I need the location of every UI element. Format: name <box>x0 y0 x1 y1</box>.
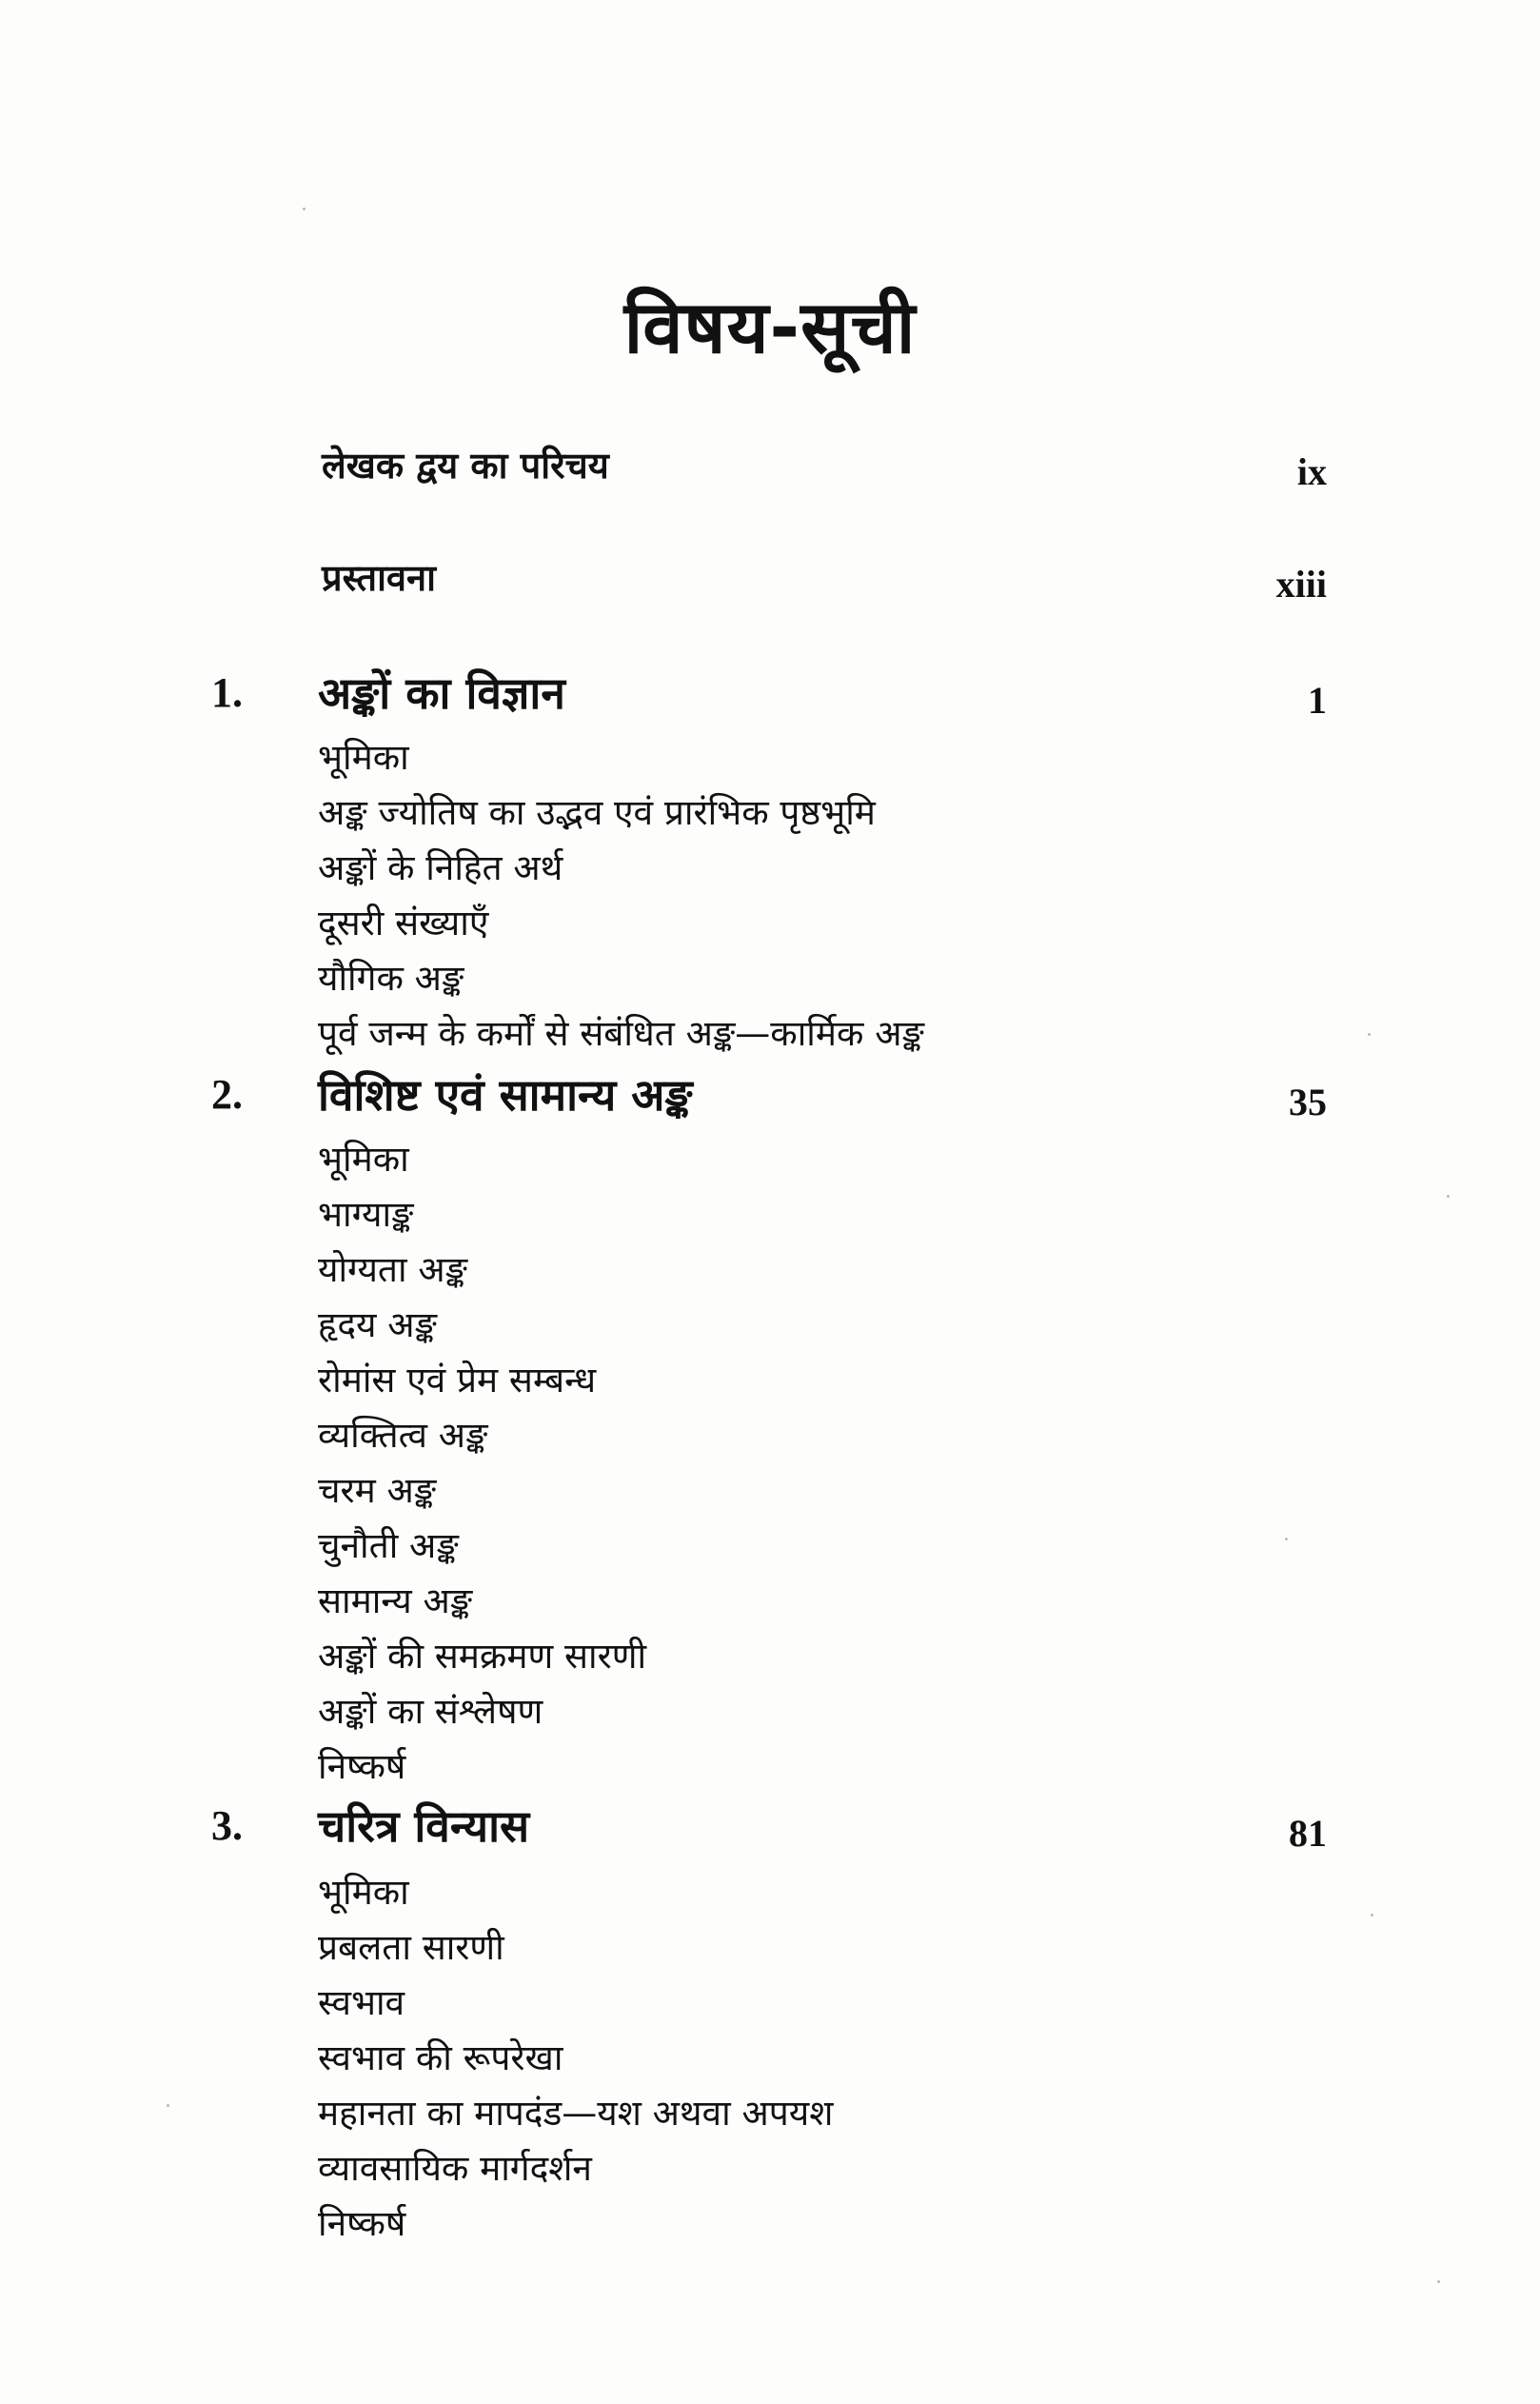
scan-speck <box>1371 1914 1373 1917</box>
section-item: स्वभाव <box>318 1982 405 2023</box>
section-item: निष्कर्ष <box>318 1746 406 1787</box>
chapter-title: अङ्कों का विज्ञान <box>318 667 565 719</box>
page-title: विषय-सूची <box>623 285 917 369</box>
section-item: चरम अङ्क <box>318 1470 437 1511</box>
toc-page-preface: xiii <box>1275 563 1327 606</box>
section-item: भूमिका <box>318 1872 409 1913</box>
section-item: स्वभाव की रूपरेखा <box>318 2037 563 2078</box>
chapter-number: 1. <box>211 669 243 716</box>
section-item: व्यक्तित्व अङ्क <box>318 1415 488 1456</box>
section-item: अङ्कों का संश्लेषण <box>318 1691 543 1732</box>
toc-page-about-authors: ix <box>1296 450 1327 493</box>
chapter-number: 2. <box>211 1071 243 1118</box>
chapter-title: चरित्र विन्यास <box>318 1800 530 1852</box>
section-item: भूमिका <box>318 1139 409 1180</box>
section-item: अङ्क ज्योतिष का उद्भव एवं प्रारंभिक पृष्ठभूमि <box>318 792 876 833</box>
chapter-page: 1 <box>1308 679 1327 722</box>
chapter-page: 35 <box>1289 1081 1327 1123</box>
section-item: अङ्कों के निहित अर्थ <box>318 847 563 888</box>
scan-speck <box>1447 1195 1450 1198</box>
section-item: हृदय अङ्क <box>318 1304 437 1345</box>
scan-speck <box>1285 1538 1288 1540</box>
section-item: निष्कर्ष <box>318 2203 406 2244</box>
chapter-title: विशिष्ट एवं सामान्य अङ्क <box>318 1069 693 1121</box>
scan-speck <box>167 2104 169 2107</box>
toc-entry-preface: प्रस्तावना <box>322 557 436 599</box>
scan-speck <box>1437 2280 1440 2283</box>
section-item: भूमिका <box>318 737 409 778</box>
scan-speck <box>303 208 306 210</box>
chapter-page: 81 <box>1289 1812 1327 1855</box>
chapter-number: 3. <box>211 1802 243 1849</box>
section-item: पूर्व जन्म के कर्मों से संबंधित अङ्क—कार्मिक अङ्क <box>318 1013 924 1054</box>
section-item: व्यावसायिक मार्गदर्शन <box>318 2148 592 2189</box>
section-item: प्रबलता सारणी <box>318 1927 504 1968</box>
section-item: अङ्कों की समक्रमण सारणी <box>318 1636 647 1677</box>
section-item: दूसरी संख्याएँ <box>318 903 489 944</box>
section-item: यौगिक अङ्क <box>318 958 464 999</box>
section-item: महानता का मापदंड—यश अथवा अपयश <box>318 2093 834 2134</box>
section-item: सामान्य अङ्क <box>318 1580 473 1621</box>
section-item: भाग्याङ्क <box>318 1194 414 1235</box>
section-item: चुनौती अङ्क <box>318 1525 459 1566</box>
scan-speck <box>1368 1033 1371 1036</box>
toc-entry-about-authors: लेखक द्वय का परिचय <box>322 445 609 487</box>
section-item: योग्यता अङ्क <box>318 1249 468 1290</box>
section-item: रोमांस एवं प्रेम सम्बन्ध <box>318 1360 597 1401</box>
